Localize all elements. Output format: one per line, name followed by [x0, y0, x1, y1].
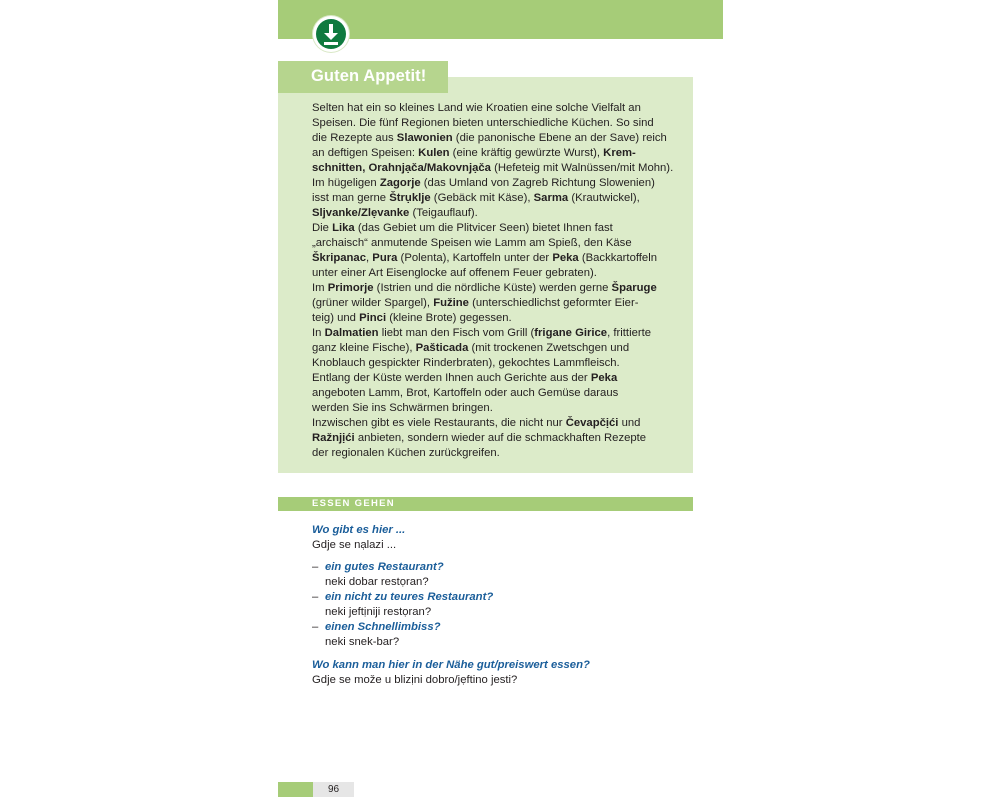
infobox-text-line	[312, 266, 687, 281]
infobox-text-line	[312, 176, 687, 191]
infobox-text-line	[312, 161, 687, 176]
download-arrow-icon	[313, 16, 349, 52]
list-item-2-german: ein nicht zu teures Restaurant?	[325, 591, 494, 603]
text-segment: Inzwischen gibt es viele Restaurants, die nicht nur	[312, 417, 566, 429]
infobox-text-line	[312, 206, 687, 221]
download-icon[interactable]	[313, 16, 349, 52]
text-segment: der regionalen Küchen zurückgreifen.	[312, 447, 500, 459]
phrase-question-1-german: Wo gibt es hier ...	[312, 524, 406, 536]
infobox-text-line	[312, 446, 687, 461]
footer-bar	[278, 782, 313, 797]
text-segment: (grüner wilder Spargel),	[312, 297, 434, 309]
text-segment: (das Gebiet um die Plitvicer Seen) bietet Ihnen fast	[354, 222, 613, 234]
phrase-question-1-croatian: Gdje se nạlazi ...	[312, 539, 397, 551]
text-segment: ,	[366, 252, 373, 264]
text-segment: die Rezepte aus	[312, 132, 397, 144]
infobox-text-line	[312, 146, 687, 161]
highlighted-dish-name: Peka	[552, 252, 579, 264]
text-segment: (unterschiedlichst geformter Eier-	[468, 297, 639, 309]
highlighted-dish-name: Zagorje	[379, 177, 421, 189]
text-segment: Entlang der Küste werden Ihnen auch Gerichte aus der	[312, 372, 591, 384]
text-segment: teig) und	[312, 312, 360, 324]
infobox-text-line	[312, 221, 687, 236]
text-segment: „archaisch“ anmutende Speisen wie Lamm am Spieß, den Käse	[312, 237, 632, 249]
phrase-question-2-croatian: Gdje se može u blizịni dobro/jẹftino jesti?	[312, 674, 518, 686]
infobox-text-line	[312, 131, 687, 146]
phrase-question-2-german: Wo kann man hier in der Nähe gut/preiswert essen?	[312, 659, 590, 671]
highlighted-dish-name: schnitten, Orahnjạča/Makovnjạča	[312, 162, 491, 174]
text-segment: In	[312, 327, 325, 339]
text-segment: (Backkartoffeln	[578, 252, 657, 264]
highlighted-dish-name: Ražnjịći	[312, 432, 355, 444]
highlighted-dish-name: Dalmatien	[324, 327, 379, 339]
infobox-text-line	[312, 101, 687, 116]
infobox-text-line	[312, 251, 687, 266]
text-segment: (Istrien und die nördliche Küste) werden gerne	[373, 282, 612, 294]
text-segment: liebt man den Fisch vom Grill (	[378, 327, 535, 339]
text-segment: (mit trockenen Zwetschgen und	[468, 342, 630, 354]
highlighted-dish-name: Kulen	[418, 147, 450, 159]
page-number: 96	[327, 784, 340, 795]
text-segment: (das Umland von Zagreb Richtung Slowenien)	[420, 177, 655, 189]
text-segment: Selten hat ein so kleines Land wie Kroatien eine solche Vielfalt an	[312, 102, 641, 114]
highlighted-dish-name: Krem-	[603, 147, 636, 159]
infobox-title: Guten Appetit!	[311, 67, 427, 85]
highlighted-dish-name: Sljvanke/Zlẹvanke	[312, 207, 410, 219]
highlighted-dish-name: Čevapčịći	[565, 417, 619, 429]
highlighted-dish-name: Šparuge	[611, 282, 657, 294]
infobox-text-line	[312, 341, 687, 356]
infobox-text-line	[312, 326, 687, 341]
highlighted-dish-name: Pura	[372, 252, 398, 264]
list-item-3-german: einen Schnellimbiss?	[325, 621, 441, 633]
list-dash: –	[312, 591, 319, 603]
text-segment: Im	[312, 282, 328, 294]
infobox-text-line	[312, 281, 687, 296]
text-segment: (Polenta), Kartoffeln unter der	[397, 252, 553, 264]
text-segment: (Teigauflauf).	[409, 207, 478, 219]
highlighted-dish-name: Primorje	[327, 282, 374, 294]
infobox-text-line	[312, 371, 687, 386]
text-segment: (Hefeteig mit Walnüssen/mit Mohn).	[490, 162, 674, 174]
infobox-text-line	[312, 311, 687, 326]
infobox-text-line	[312, 401, 687, 416]
highlighted-dish-name: Lika	[332, 222, 355, 234]
text-segment: Knoblauch gespickter Rinderbraten), gekochtes Lammfleisch.	[312, 357, 620, 369]
text-segment: isst man gerne	[312, 192, 390, 204]
text-segment: (kleine Brote) gegessen.	[386, 312, 512, 324]
highlighted-dish-name: Štrụklje	[389, 192, 431, 204]
infobox-text-line	[312, 356, 687, 371]
highlighted-dish-name: Pašticada	[415, 342, 469, 354]
infobox-top-bar	[448, 77, 693, 93]
highlighted-dish-name: Sarma	[533, 192, 569, 204]
highlighted-dish-name: Slawonien	[396, 132, 453, 144]
text-segment: (Gebäck mit Käse),	[430, 192, 534, 204]
infobox-text-line	[312, 236, 687, 251]
list-item-2-croatian: neki jeftịniji restọran?	[325, 606, 432, 618]
text-segment: anbieten, sondern wieder auf die schmackhaften Rezepte	[354, 432, 647, 444]
list-item-1-german: ein gutes Restaurant?	[325, 561, 444, 573]
text-segment: (die panonische Ebene an der Save) reich	[452, 132, 667, 144]
list-dash: –	[312, 561, 319, 573]
highlighted-dish-name: Škripanac	[312, 252, 367, 264]
infobox-text-line	[312, 386, 687, 401]
infobox-text-line	[312, 431, 687, 446]
text-segment: (Krautwickel),	[568, 192, 640, 204]
infobox-text-line	[312, 191, 687, 206]
highlighted-dish-name: Fužine	[433, 297, 469, 309]
infobox-text-line	[312, 116, 687, 131]
text-segment: angeboten Lamm, Brot, Kartoffeln oder auch Gemüse daraus	[312, 387, 619, 399]
highlighted-dish-name: frigane Girice	[534, 327, 608, 339]
highlighted-dish-name: Peka	[590, 372, 618, 384]
list-item-3-croatian: neki snek-bar?	[325, 636, 400, 648]
text-segment: (eine kräftig gewürzte Wurst),	[449, 147, 604, 159]
infobox-text-line	[312, 296, 687, 311]
text-segment: werden Sie ins Schwärmen bringen.	[312, 402, 493, 414]
text-segment: an deftigen Speisen:	[312, 147, 419, 159]
section-title: ESSEN GEHEN	[312, 498, 395, 509]
text-segment: , frittierte	[607, 327, 652, 339]
infobox-text-line	[312, 416, 687, 431]
text-segment: Die	[312, 222, 333, 234]
text-segment: Speisen. Die fünf Regionen bieten unterschiedliche Küchen. So sind	[312, 117, 654, 129]
text-segment: Im hügeligen	[312, 177, 380, 189]
text-segment: ganz kleine Fische),	[312, 342, 416, 354]
list-item-1-croatian: neki dobar restọran?	[325, 576, 429, 588]
infobox-text	[312, 101, 687, 461]
text-segment: unter einer Art Eisenglocke auf offenem Feuer gebraten).	[312, 267, 597, 279]
text-segment: und	[618, 417, 641, 429]
list-dash: –	[312, 621, 319, 633]
highlighted-dish-name: Pinci	[359, 312, 387, 324]
